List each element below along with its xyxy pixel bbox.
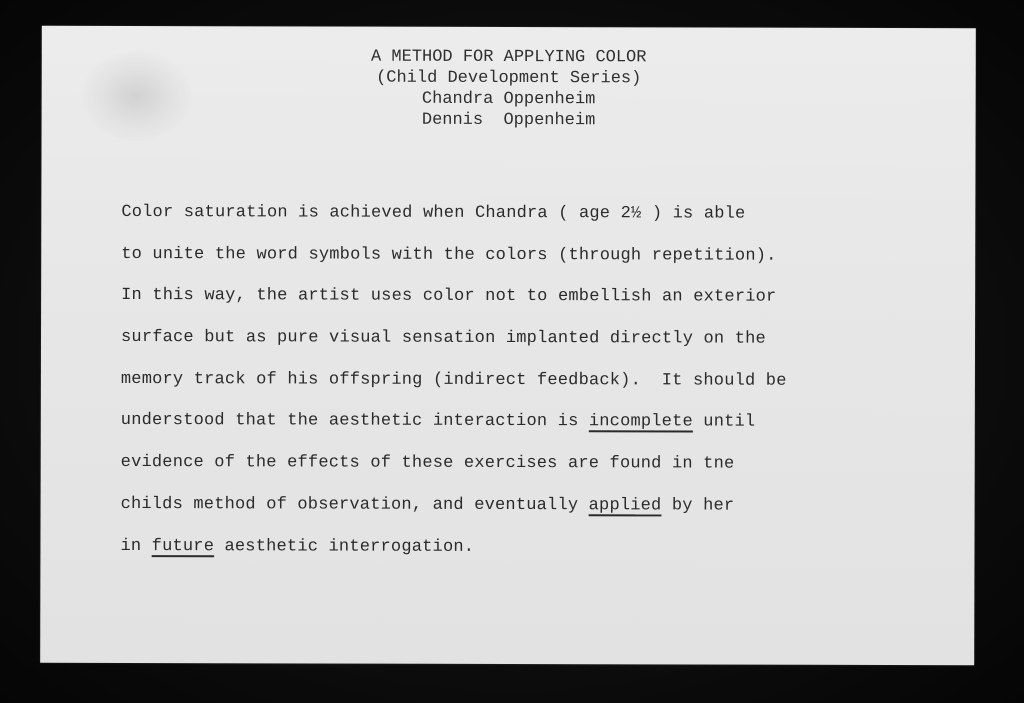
heading-author-1: Chandra Oppenheim: [421, 89, 596, 110]
body-line-1: [121, 192, 941, 236]
body-line-2: [121, 234, 941, 278]
body-line-3: [121, 275, 941, 319]
document-heading: [42, 46, 976, 132]
line-text: by her: [661, 496, 735, 516]
line-text: aesthetic interrogation.: [214, 536, 475, 557]
line-text: memory track of his offspring (indirect feedback). It should be: [120, 369, 787, 391]
heading-series: (Child Development Series): [376, 68, 642, 89]
body-line-9: [120, 525, 940, 569]
typed-page: [40, 26, 976, 665]
body-line-5: [121, 359, 941, 403]
heading-title: A METHOD FOR APPLYING COLOR: [370, 47, 647, 68]
line-text: Color saturation is achieved when Chandra ( age 2½ ) is able: [121, 202, 746, 224]
line-text: childs method of observation, and eventually: [120, 494, 589, 516]
line-text: evidence of the effects of these exercises are found in tne: [120, 453, 735, 474]
line-text: surface but as pure visual sensation implanted directly on the: [120, 328, 766, 349]
heading-author-2: Dennis Oppenheim: [421, 110, 596, 131]
line-text: understood that the aesthetic interaction is: [120, 411, 589, 432]
line-text: In this way, the artist uses color not to embellish an exterior: [121, 286, 777, 308]
document-body: [120, 192, 941, 569]
line-text: to unite the word symbols with the colors (through repetition).: [121, 244, 777, 266]
line-text: until: [692, 412, 756, 433]
underlined-word: future: [151, 536, 215, 556]
underlined-word: incomplete: [588, 412, 693, 432]
body-line-6: [121, 400, 941, 444]
body-line-8: [121, 484, 941, 528]
body-line-4: [121, 317, 941, 361]
underlined-word: applied: [588, 496, 662, 516]
line-text: in: [120, 536, 152, 556]
body-line-7: [121, 442, 941, 486]
